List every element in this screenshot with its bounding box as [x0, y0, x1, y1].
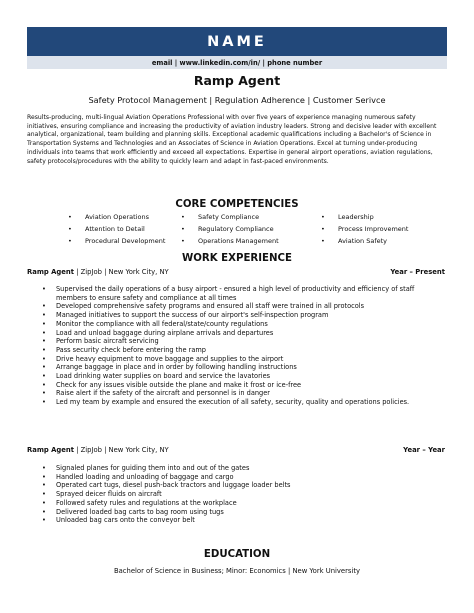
- duty-item: • Delivered loaded bag carts to bag room using tugs: [42, 508, 427, 517]
- duty-item: • Check for any issues visible outside the plane and make it frost or ice-free: [42, 381, 427, 390]
- duty-item: • Sprayed deicer fluids on aircraft: [42, 490, 427, 499]
- duty-item: • Operated cart tugs, diesel push-back tractors and luggage loader belts: [42, 481, 427, 490]
- competency-item: • Procedural Development: [68, 235, 165, 247]
- competencies-column-1: [68, 211, 165, 248]
- competency-item: • Attention to Detail: [68, 223, 165, 235]
- duty-item: • Drive heavy equipment to move baggage and supplies to the airport: [42, 355, 427, 364]
- duty-item: • Supervised the daily operations of a busy airport - ensured a high level of productivity and efficiency of staff members to ensure safety and compliance at all times: [42, 285, 427, 302]
- education-entry: Bachelor of Science in Business; Minor: Economics | New York University: [113, 567, 361, 575]
- duty-item: • Developed comprehensive safety programs and ensured all staff were trained in all protocols: [42, 302, 427, 311]
- competency-item: • Process Improvement: [321, 223, 408, 235]
- competency-item: • Operations Management: [181, 235, 279, 247]
- duty-item: • Raise alert if the safety of the aircraft and personnel is in danger: [42, 389, 427, 398]
- duty-item: • Led my team by example and ensured the execution of all safety, security, quality and operations policies.: [42, 398, 427, 407]
- name-banner: NAME: [27, 27, 447, 56]
- competencies-column-2: [181, 211, 279, 248]
- job-title: Ramp Agent: [27, 446, 74, 454]
- competency-item: • Regulatory Compliance: [181, 223, 279, 235]
- duty-item: • Managed initiatives to support the success of our airport's self-inspection program: [42, 311, 427, 320]
- duty-item: • Handled loading and unloading of baggage and cargo: [42, 473, 427, 482]
- duty-item: • Load drinking water supplies on board and service the lavatories: [42, 372, 427, 381]
- job-2-duties: [42, 464, 427, 525]
- duty-item: • Monitor the compliance with all federal/state/county regulations: [42, 320, 427, 329]
- duty-item: • Load and unload baggage during airplane arrivals and departures: [42, 329, 427, 338]
- contact-line: email | www.linkedin.com/in/ | phone number: [27, 56, 447, 69]
- competency-item: • Safety Compliance: [181, 211, 279, 223]
- competency-item: • Aviation Operations: [68, 211, 165, 223]
- job-header: [27, 268, 445, 276]
- education-heading: EDUCATION: [203, 549, 271, 560]
- job-title: Ramp Agent: [27, 268, 74, 276]
- duty-item: • Unloaded bag cars onto the conveyor belt: [42, 516, 427, 525]
- job-header: [27, 446, 445, 454]
- work-experience-heading: WORK EXPERIENCE: [182, 253, 292, 264]
- competency-item: • Aviation Safety: [321, 235, 408, 247]
- professional-summary: Results-producing, multi-lingual Aviation Operations Professional with over five years of experience managing numerous safety initiatives, ensuring compliance and increasing the productivity of aviation industry leaders. Strong and decisive leader with excellent analytical, organizational, team building and planning skills. Exceptional academic qualifications including a Bachelor's of Science in Transportation Systems and Technologies and an Associates of Science in Aviation Operations. Excel at turning under-producing individuals into teams that work efficiently and exceed all expectations. Expertise in general airport operations, aviation regulations, safety protocols/procedures with the ability to quickly learn and adapt in fast-paced environments.: [27, 114, 437, 165]
- job-role-line: [27, 446, 169, 454]
- duty-item: • Arrange baggage in place and in order by following handling instructions: [42, 363, 427, 372]
- resume-title: Ramp Agent: [193, 73, 281, 88]
- job-role-line: [27, 268, 169, 276]
- job-1-duties: [42, 285, 427, 407]
- competency-item: • Leadership: [321, 211, 408, 223]
- job-company-location: | ZipJob | New York City, NY: [73, 268, 169, 276]
- duty-item: • Pass security check before entering the ramp: [42, 346, 427, 355]
- resume-subtitle: Safety Protocol Management | Regulation Adherence | Customer Serivce: [88, 95, 386, 105]
- core-competencies-heading: CORE COMPETENCIES: [175, 199, 299, 210]
- job-dates: Year – Present: [390, 268, 445, 276]
- duty-item: • Perform basic aircraft servicing: [42, 337, 427, 346]
- job-company-location: | ZipJob | New York City, NY: [73, 446, 169, 454]
- competencies-column-3: [321, 211, 408, 248]
- duty-item: • Followed safety rules and regulations at the workplace: [42, 499, 427, 508]
- duty-item: • Signaled planes for guiding them into and out of the gates: [42, 464, 427, 473]
- job-dates: Year – Year: [403, 446, 445, 454]
